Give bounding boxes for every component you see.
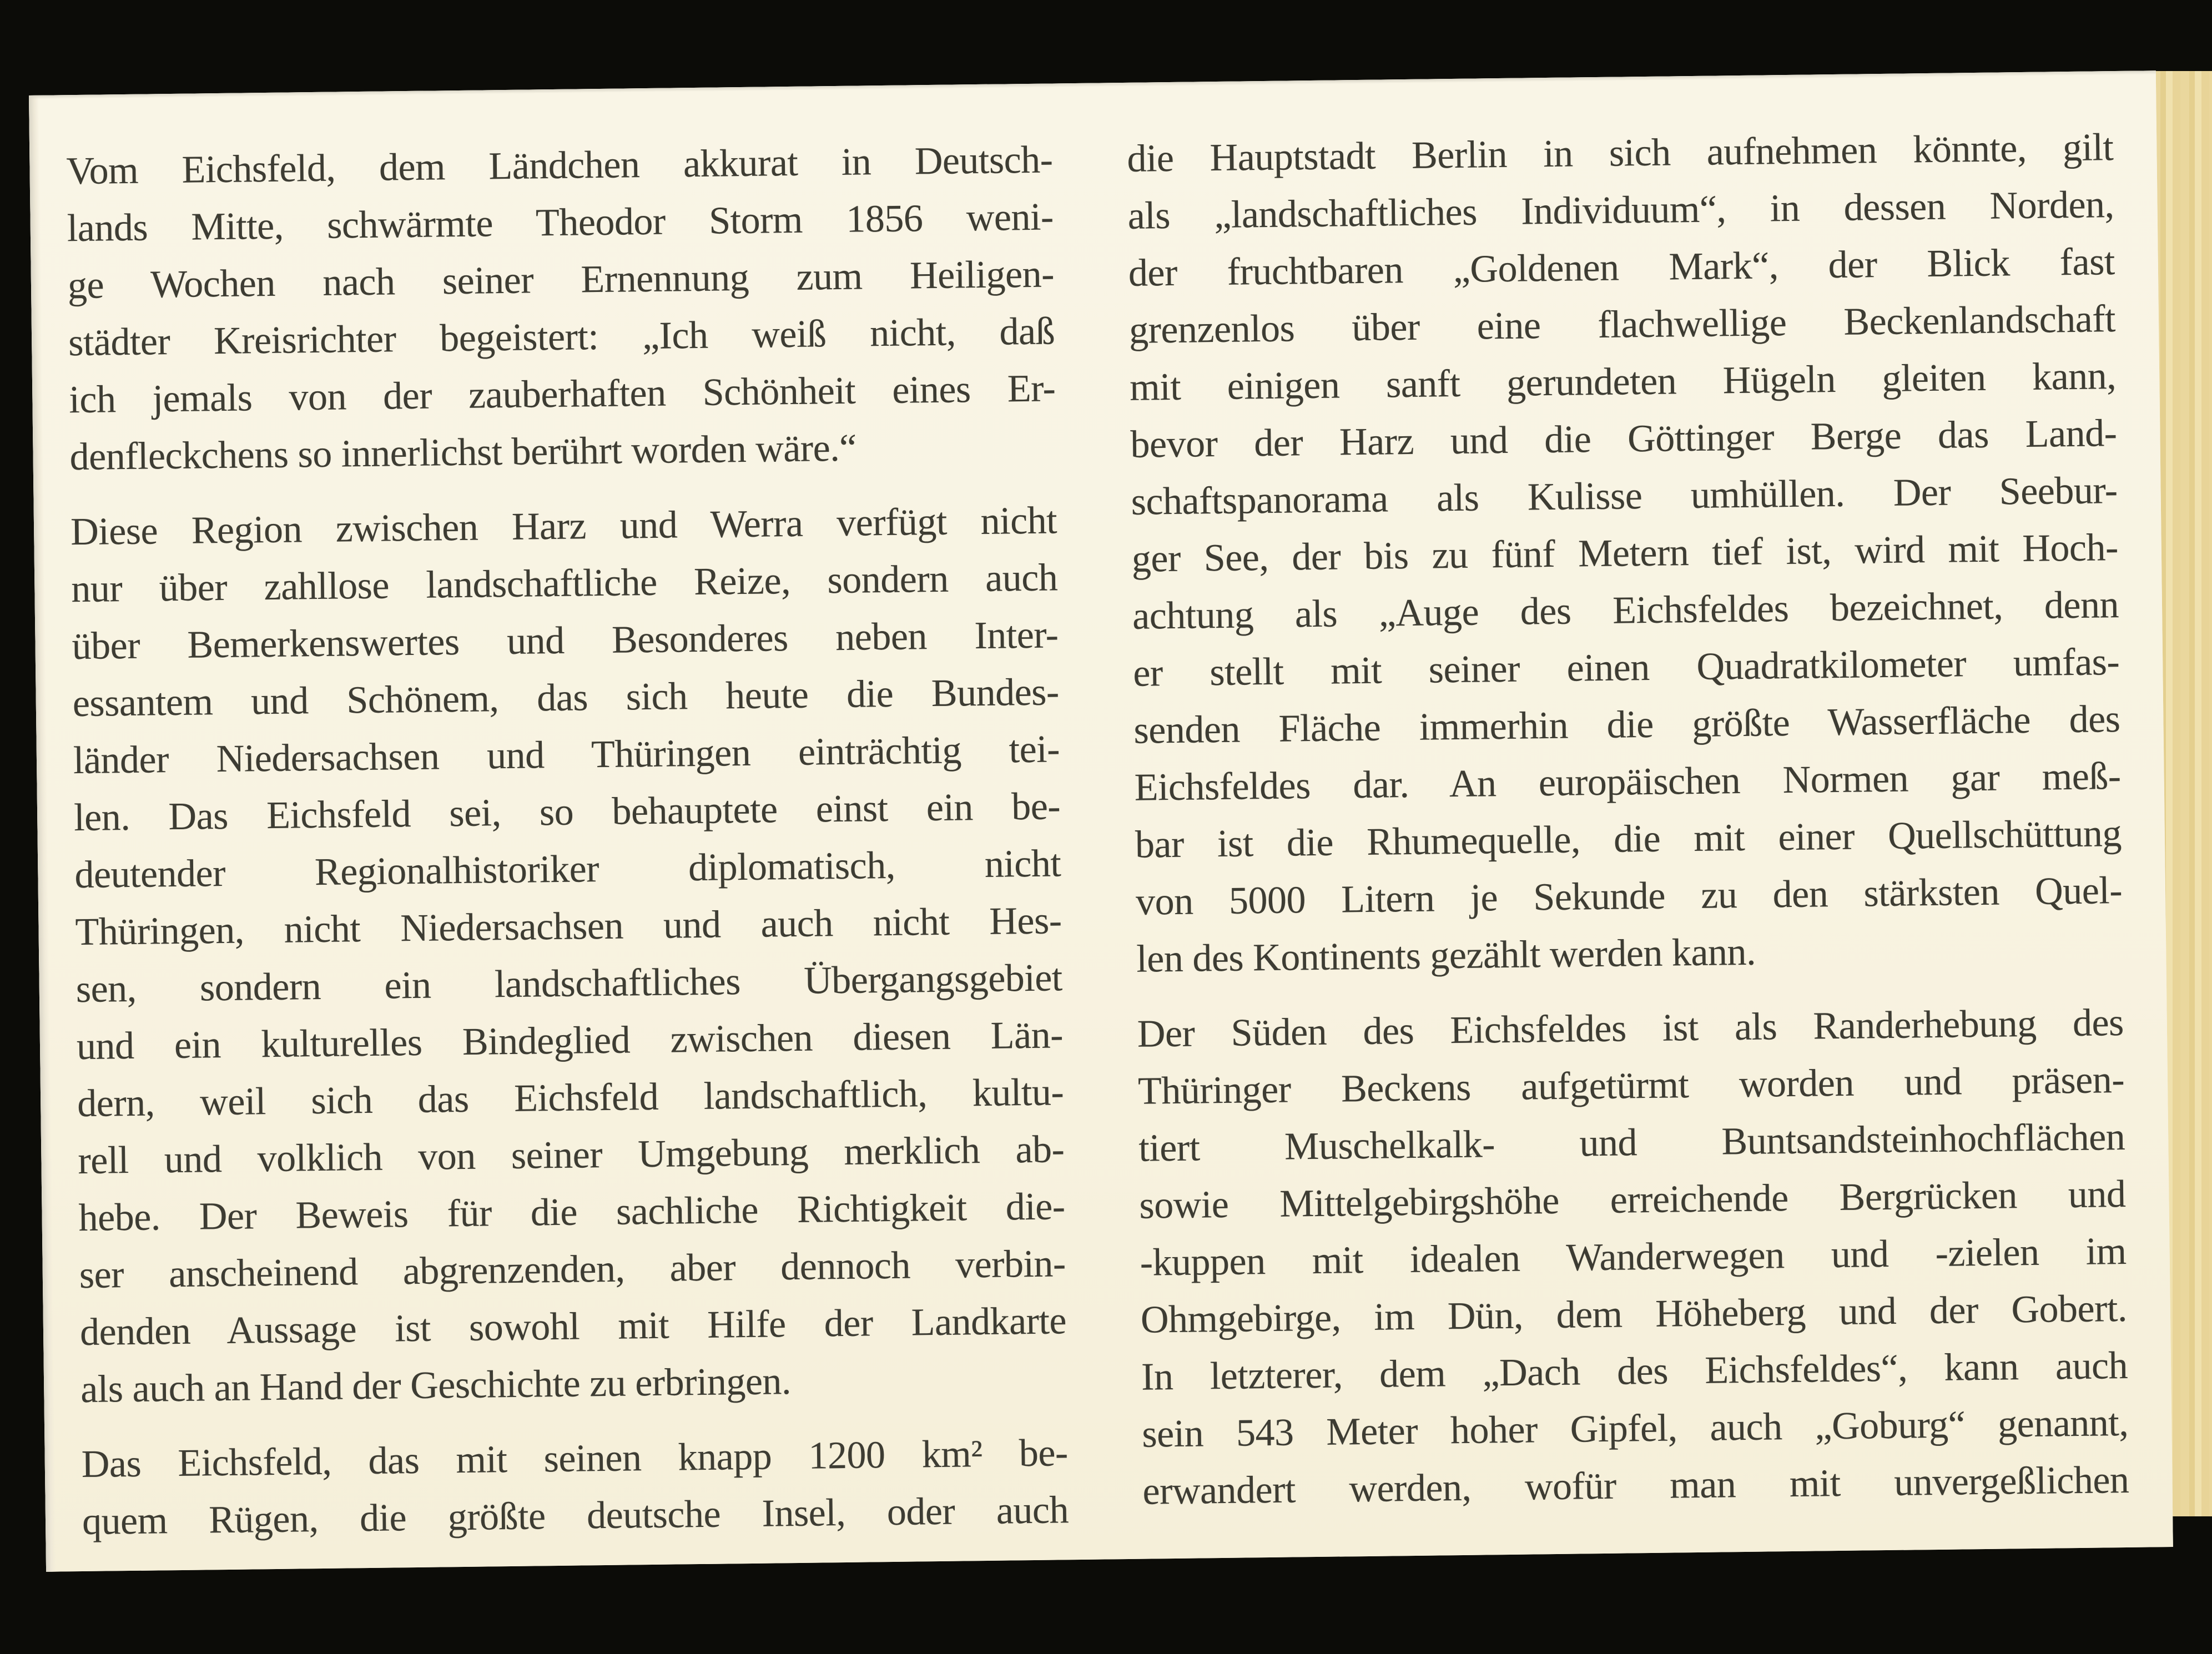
page-text-area xyxy=(29,70,2173,1572)
text-line: er stellt mit seiner einen Quadratkilometer umfas- xyxy=(1132,641,2120,695)
text-line: denden Aussage ist sowohl mit Hilfe der Landkarte xyxy=(79,1299,1067,1354)
text-line: Vom Eichsfeld, dem Ländchen akkurat in Deutsch- xyxy=(66,138,1053,193)
paragraph xyxy=(81,1424,1069,1550)
text-line: nur über zahllose landschaftliche Reize, sondern auch xyxy=(70,556,1058,611)
text-line: lands Mitte, schwärmte Theodor Storm 1856 weni- xyxy=(67,195,1054,250)
text-line: der fruchtbaren „Goldenen Mark“, der Blick fast xyxy=(1128,240,2115,295)
text-line: Thüringen, nicht Niedersachsen und auch nicht Hes- xyxy=(75,899,1062,954)
text-line: Thüringer Beckens aufgetürmt worden und präsen- xyxy=(1137,1058,2125,1113)
text-line: senden Fläche immerhin die größte Wasserfläche des xyxy=(1133,698,2120,752)
text-line: achtung als „Auge des Eichsfeldes bezeichnet, denn xyxy=(1132,583,2119,638)
text-line: len des Kontinents gezählt werden kann. xyxy=(1136,930,1756,981)
text-line: deutender Regionalhistoriker diplomatisch, nicht xyxy=(74,842,1061,897)
text-line: sen, sondern ein landschaftliches Übergangsgebiet xyxy=(75,956,1063,1011)
text-line: ger See, der bis zu fünf Metern tief ist, wird mit Hoch- xyxy=(1131,526,2119,581)
text-line: von 5000 Litern je Sekunde zu den stärksten Quel- xyxy=(1135,869,2123,924)
text-line: als „landschaftliches Individuum“, in dessen Norden, xyxy=(1127,183,2115,238)
right-text-column xyxy=(1127,119,2130,1559)
text-line: die Hauptstadt Berlin in sich aufnehmen könnte, gilt xyxy=(1127,126,2114,180)
text-line: rell und volklich von seiner Umgebung merklich ab- xyxy=(78,1128,1065,1183)
text-line: erwandert werden, wofür man mit unvergeßlichen xyxy=(1142,1458,2129,1513)
text-line: Das Eichsfeld, das mit seinen knapp 1200 km² be- xyxy=(81,1431,1069,1486)
left-text-column xyxy=(66,131,1069,1571)
text-line: Der Süden des Eichsfeldes ist als Randerhebung des xyxy=(1137,1001,2124,1056)
book-page xyxy=(29,70,2173,1572)
paragraph xyxy=(1137,994,2129,1520)
text-line: ich jemals von der zauberhaften Schönheit eines Er- xyxy=(68,367,1056,422)
text-line: länder Niedersachsen und Thüringen einträchtig tei- xyxy=(73,728,1060,783)
text-line: bevor der Harz und die Göttinger Berge das Land- xyxy=(1130,412,2117,466)
text-line: Ohmgebirge, im Dün, dem Höheberg und der Gobert. xyxy=(1140,1287,2128,1342)
paragraph xyxy=(66,131,1056,486)
text-line: tiert Muschelkalk- und Buntsandsteinhochflächen xyxy=(1138,1115,2125,1170)
text-line: hebe. Der Beweis für die sachliche Richtigkeit die- xyxy=(78,1185,1065,1240)
text-line: schaftspanorama als Kulisse umhüllen. Der Seebur- xyxy=(1131,469,2118,523)
text-line: -kuppen mit idealen Wanderwegen und -zielen im xyxy=(1140,1229,2127,1284)
text-line: denfleckchens so innerlichst berührt worden wäre.“ xyxy=(69,426,857,479)
text-line: dern, weil sich das Eichsfeld landschaftlich, kultu- xyxy=(77,1071,1064,1126)
text-line: ser anscheinend abgrenzenden, aber dennoch verbin- xyxy=(79,1242,1066,1297)
text-line: Eichsfeldes dar. An europäischen Normen gar meß- xyxy=(1134,755,2122,809)
paragraph xyxy=(1127,119,2123,988)
text-line: über Bemerkenswertes und Besonderes neben Inter- xyxy=(72,613,1059,668)
text-line: essantem und Schönem, das sich heute die Bundes- xyxy=(72,670,1060,725)
text-line: quem Rügen, die größte deutsche Insel, oder auch xyxy=(82,1489,1069,1544)
text-line: städter Kreisrichter begeistert: „Ich weiß nicht, daß xyxy=(68,310,1055,365)
text-line: Diese Region zwischen Harz und Werra verfügt nicht xyxy=(70,499,1057,554)
text-line: sein 543 Meter hoher Gipfel, auch „Goburg“ genannt, xyxy=(1141,1401,2129,1456)
text-line: und ein kulturelles Bindeglied zwischen diesen Län- xyxy=(76,1013,1064,1068)
text-line: len. Das Eichsfeld sei, so behauptete einst ein be- xyxy=(73,785,1061,840)
text-line: In letzterer, dem „Dach des Eichsfeldes“, kann auch xyxy=(1141,1344,2128,1399)
text-line: sowie Mittelgebirgshöhe erreichende Bergrücken und xyxy=(1139,1172,2126,1227)
text-line: als auch an Hand der Geschichte zu erbringen. xyxy=(80,1360,792,1411)
text-line: mit einigen sanft gerundeten Hügeln gleiten kann, xyxy=(1129,355,2117,409)
paragraph xyxy=(70,492,1067,1418)
text-line: bar ist die Rhumequelle, die mit einer Quellschüttung xyxy=(1135,812,2122,866)
text-line: ge Wochen nach seiner Ernennung zum Heiligen- xyxy=(67,253,1055,307)
text-line: grenzenlos über eine flachwellige Beckenlandschaft xyxy=(1128,297,2116,352)
